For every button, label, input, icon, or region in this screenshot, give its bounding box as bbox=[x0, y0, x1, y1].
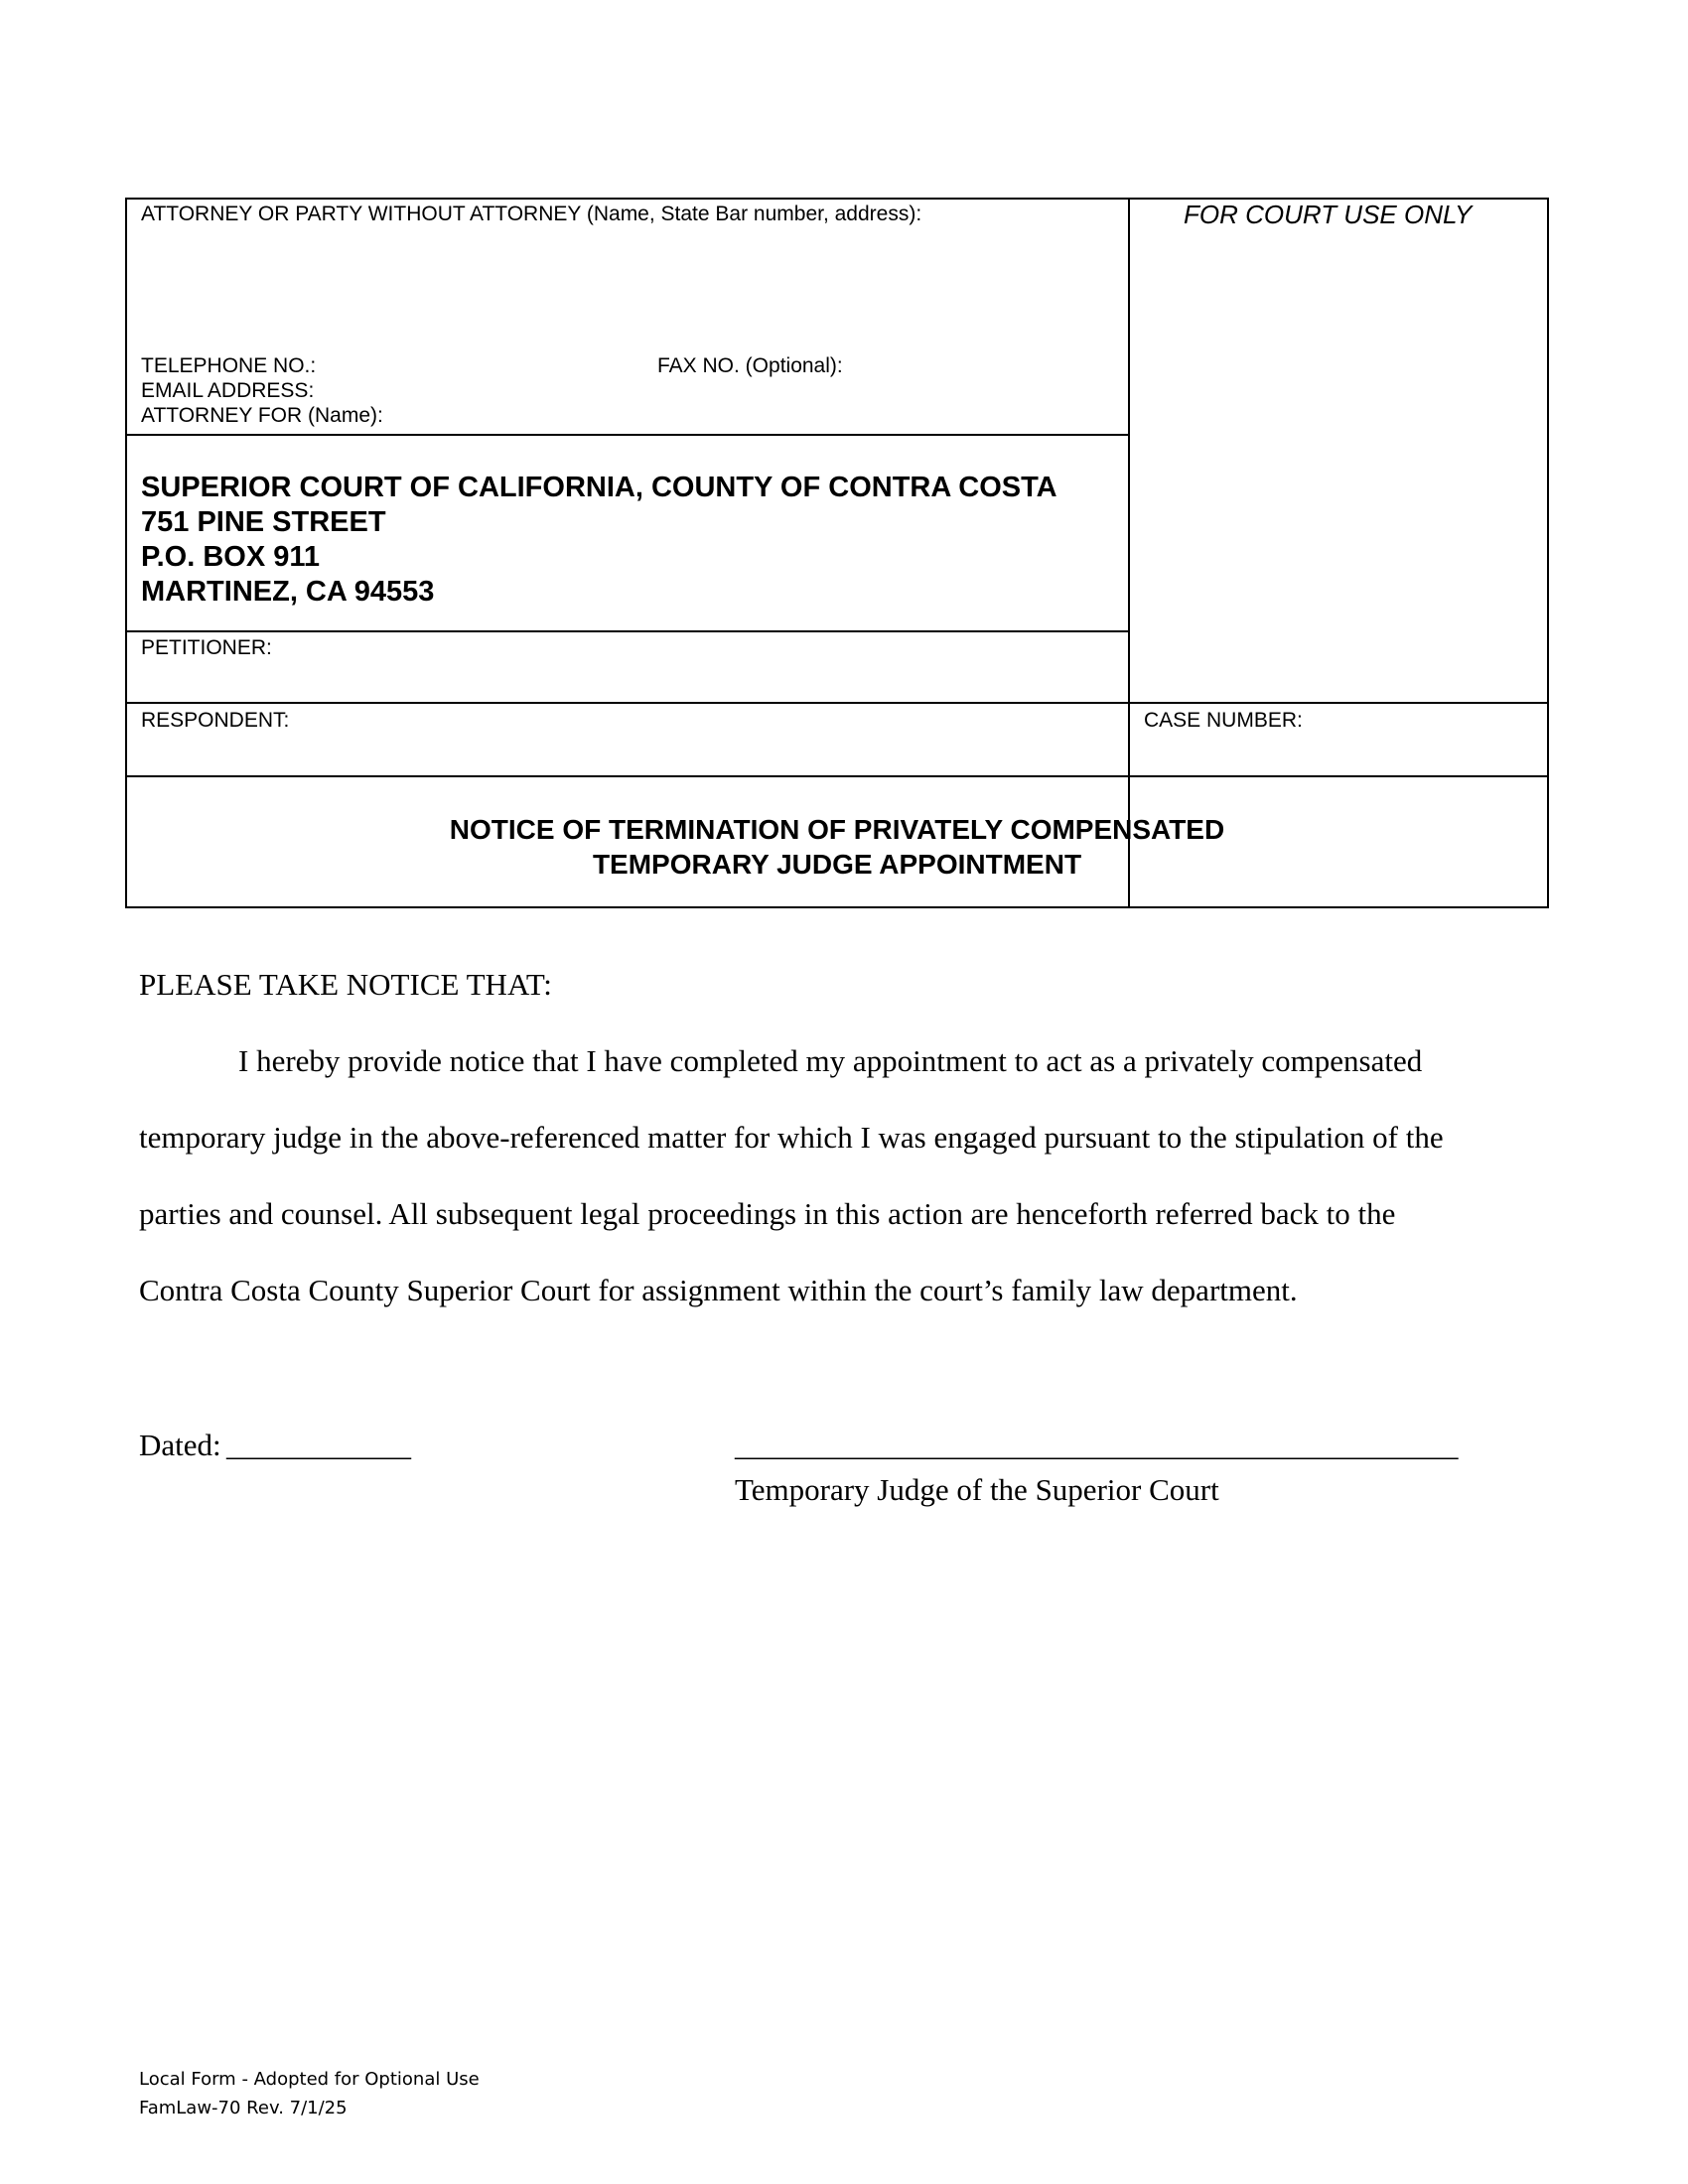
email-label: EMAIL ADDRESS: bbox=[141, 379, 315, 402]
notice-body-line-1: I hereby provide notice that I have completed my appointment to act as a privately compensated bbox=[238, 1043, 1423, 1078]
form-title-line-2: TEMPORARY JUDGE APPOINTMENT bbox=[592, 849, 1082, 880]
court-po-box: P.O. BOX 911 bbox=[141, 541, 321, 573]
attorney-block-bottom-rule bbox=[127, 434, 1128, 436]
respondent-label: RESPONDENT: bbox=[141, 709, 290, 732]
court-name: SUPERIOR COURT OF CALIFORNIA, COUNTY OF CONTRA COSTA bbox=[141, 472, 1057, 503]
fax-label: FAX NO. (Optional): bbox=[657, 354, 843, 377]
dated-label: Dated: bbox=[139, 1428, 221, 1462]
court-street: 751 PINE STREET bbox=[141, 506, 386, 538]
footer-form-number: FamLaw-70 Rev. 7/1/25 bbox=[139, 2098, 348, 2118]
signature-line[interactable]: _______________________________________________ bbox=[735, 1428, 1459, 1462]
case-number-label: CASE NUMBER: bbox=[1144, 709, 1303, 732]
signer-title: Temporary Judge of the Superior Court bbox=[735, 1472, 1219, 1507]
telephone-label: TELEPHONE NO.: bbox=[141, 354, 317, 377]
attorney-for-label: ATTORNEY FOR (Name): bbox=[141, 404, 383, 427]
notice-intro: PLEASE TAKE NOTICE THAT: bbox=[139, 967, 552, 1002]
notice-body-line-4: Contra Costa County Superior Court for assignment within the court’s family law department. bbox=[139, 1273, 1298, 1307]
footer-adoption-note: Local Form - Adopted for Optional Use bbox=[139, 2069, 480, 2090]
notice-body-line-2: temporary judge in the above-referenced matter for which I was engaged pursuant to the stipulation of the bbox=[139, 1120, 1444, 1155]
petitioner-row-bottom-rule bbox=[127, 702, 1549, 704]
court-city: MARTINEZ, CA 94553 bbox=[141, 576, 435, 608]
court-block-bottom-rule bbox=[127, 630, 1128, 632]
attorney-label: ATTORNEY OR PARTY WITHOUT ATTORNEY (Name, State Bar number, address): bbox=[141, 203, 922, 225]
form-title-line-1: NOTICE OF TERMINATION OF PRIVATELY COMPENSATED bbox=[449, 814, 1225, 845]
petitioner-label: PETITIONER: bbox=[141, 636, 272, 659]
dated-field-line[interactable]: ____________ bbox=[226, 1428, 411, 1462]
respondent-row-bottom-rule bbox=[127, 775, 1549, 777]
court-use-divider bbox=[1128, 200, 1130, 908]
notice-body-line-3: parties and counsel. All subsequent legal proceedings in this action are henceforth referred back to the bbox=[139, 1196, 1396, 1231]
caption-table bbox=[125, 198, 1549, 908]
court-use-label: FOR COURT USE ONLY bbox=[1184, 200, 1473, 229]
